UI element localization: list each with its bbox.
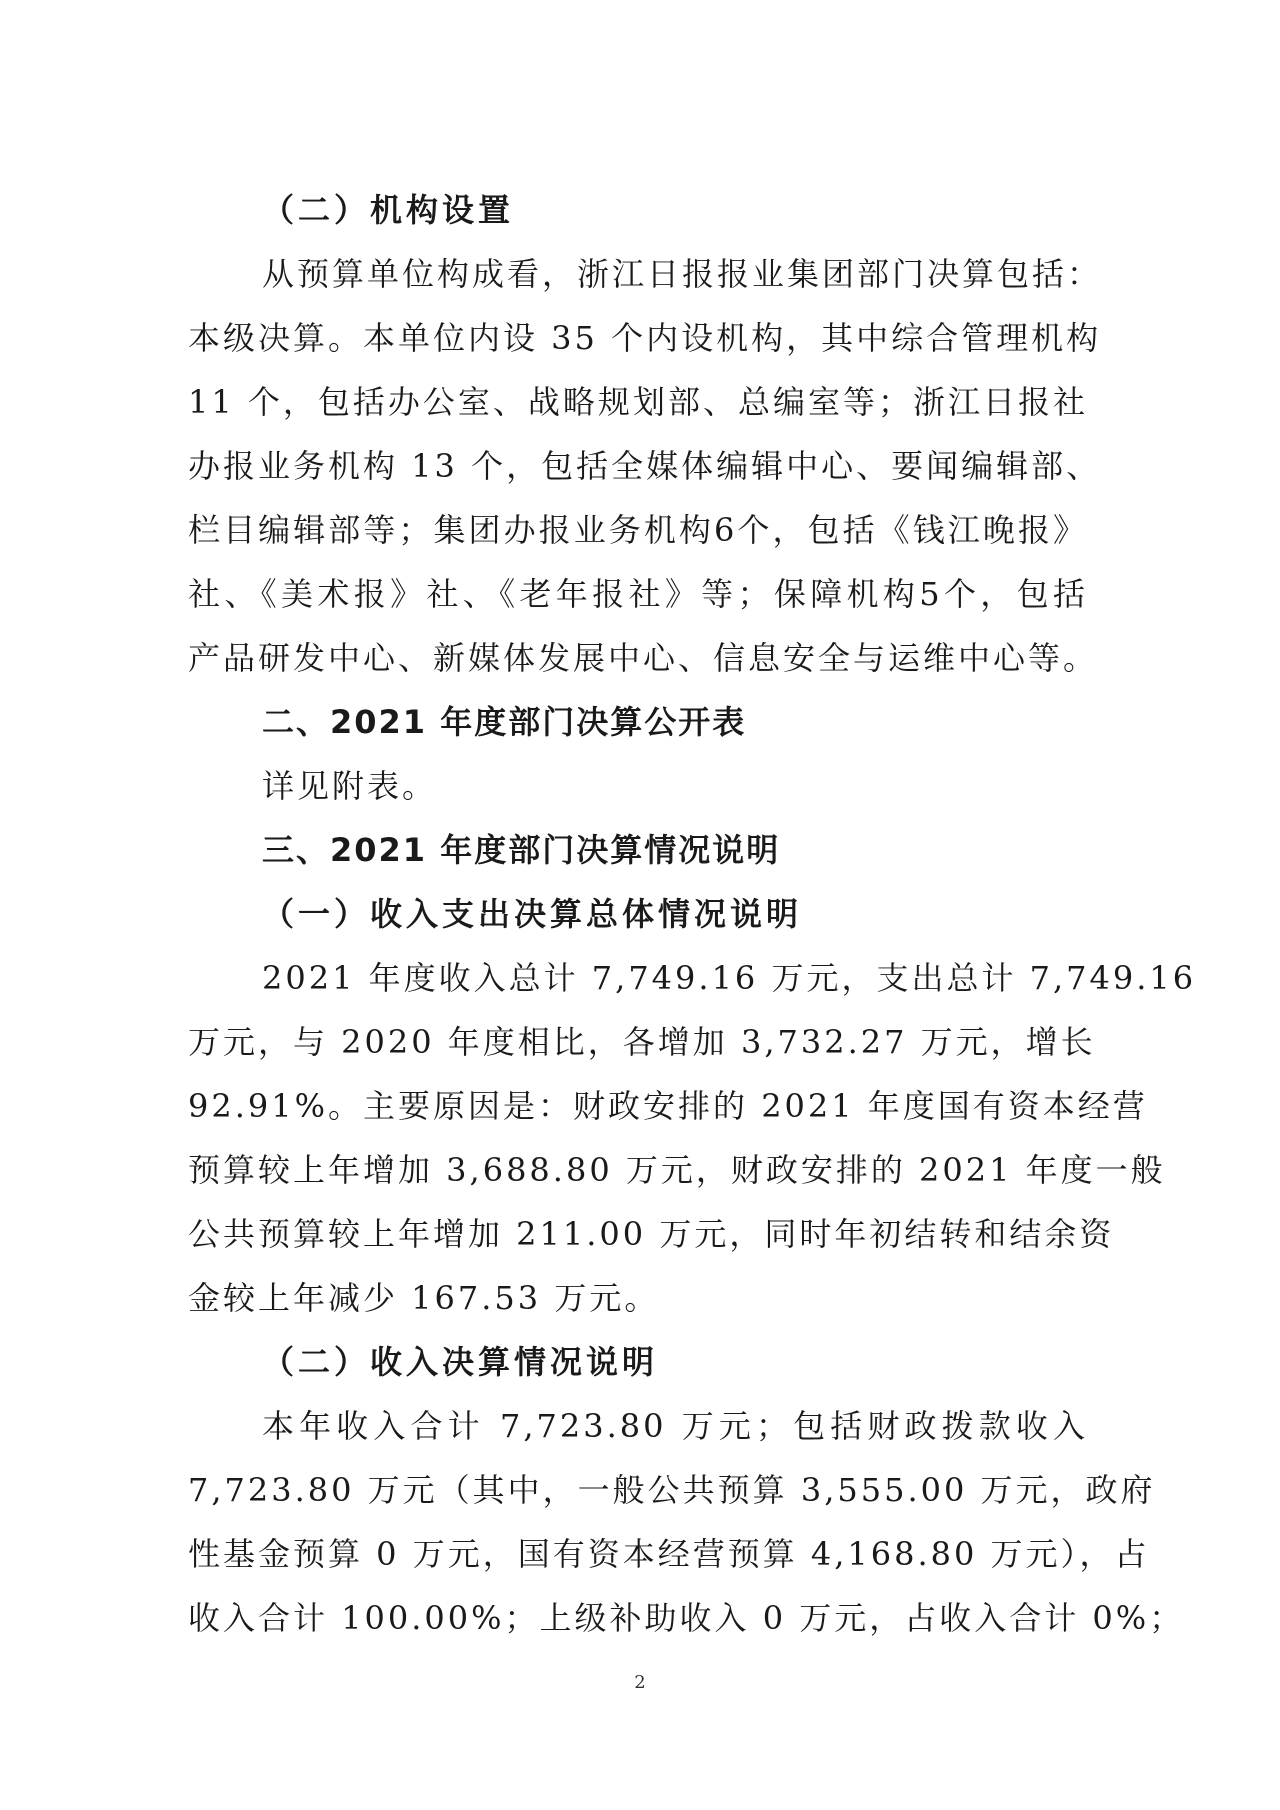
section-heading-org-setup: （二）机构设置	[262, 191, 515, 229]
paragraph-line: 金较上年减少 167.53 万元。	[188, 1279, 660, 1317]
section-heading-explanation: 三、2021 年度部门决算情况说明	[262, 831, 781, 869]
paragraph-line: 11 个，包括办公室、战略规划部、总编室等；浙江日报社	[188, 383, 1088, 421]
paragraph-line: 从预算单位构成看，浙江日报报业集团部门决算包括：	[262, 255, 1103, 293]
paragraph-line: 公共预算较上年增加 211.00 万元，同时年初结转和结余资	[188, 1215, 1115, 1253]
paragraph-line: 本年收入合计 7,723.80 万元；包括财政拨款收入	[262, 1407, 1088, 1445]
paragraph-line: 收入合计 100.00%；上级补助收入 0 万元，占收入合计 0%；	[188, 1599, 1185, 1637]
paragraph-line: 社、《美术报》社、《老年报社》等；保障机构5个，包括	[188, 575, 1088, 613]
section-heading-public-tables: 二、2021 年度部门决算公开表	[262, 703, 747, 741]
paragraph-line: 性基金预算 0 万元，国有资本经营预算 4,168.80 万元），占	[188, 1535, 1150, 1573]
paragraph-line: 预算较上年增加 3,688.80 万元，财政安排的 2021 年度一般	[188, 1151, 1166, 1189]
paragraph-line: 栏目编辑部等；集团办报业务机构6个，包括《钱江晚报》	[188, 511, 1088, 549]
subsection-heading-overall: （一）收入支出决算总体情况说明	[262, 895, 803, 933]
paragraph-line: 本级决算。本单位内设 35 个内设机构，其中综合管理机构	[188, 319, 1102, 357]
subsection-heading-income: （二）收入决算情况说明	[262, 1343, 659, 1381]
paragraph-line: 2021 年度收入总计 7,749.16 万元，支出总计 7,749.16	[262, 959, 1197, 997]
paragraph-line: 办报业务机构 13 个，包括全媒体编辑中心、要闻编辑部、	[188, 447, 1102, 485]
page-number: 2	[634, 1672, 646, 1693]
paragraph-line: 92.91%。主要原因是：财政安排的 2021 年度国有资本经营	[188, 1087, 1148, 1125]
paragraph-line: 7,723.80 万元（其中，一般公共预算 3,555.00 万元，政府	[188, 1471, 1156, 1509]
paragraph-line: 万元，与 2020 年度相比，各增加 3,732.27 万元，增长	[188, 1023, 1096, 1061]
paragraph-line: 产品研发中心、新媒体发展中心、信息安全与运维中心等。	[188, 639, 1099, 677]
paragraph-line: 详见附表。	[262, 767, 438, 805]
